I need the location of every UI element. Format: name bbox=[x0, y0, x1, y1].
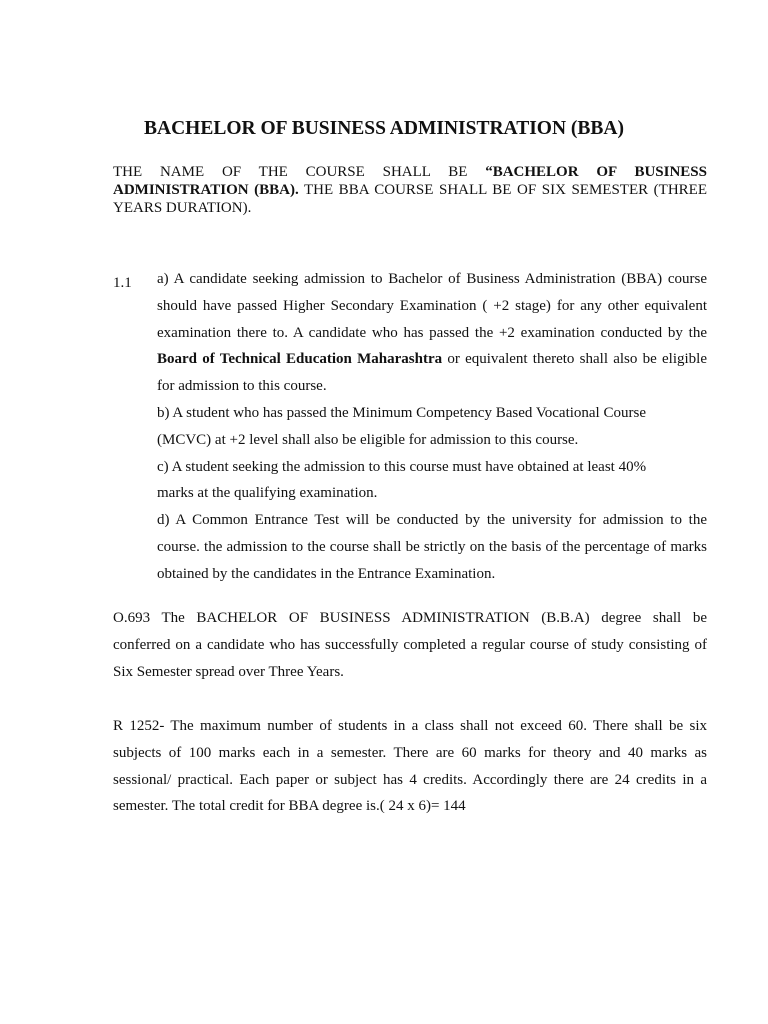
section-1-1-body bbox=[157, 266, 707, 588]
intro-line-1 bbox=[113, 163, 707, 181]
r1252-line-2: subjects of 100 marks each in a semester. There are 60 marks for theory and 40 marks as bbox=[113, 744, 707, 761]
r1252-line-4: semester. The total credit for BBA degree is.( 24 x 6)= 144 bbox=[113, 798, 466, 815]
intro-line-1-bold: “BACHELOR OF BUSINESS bbox=[485, 164, 707, 180]
clause-d-line-3: obtained by the candidates in the Entrance Examination. bbox=[157, 565, 496, 582]
clause-a-line-5: for admission to this course. bbox=[157, 378, 327, 395]
o693-line-3: Six Semester spread over Three Years. bbox=[113, 663, 344, 680]
clause-d-line-1: d) A Common Entrance Test will be conducted by the university for admission to the bbox=[157, 512, 707, 529]
clause-a-line-1: a) A candidate seeking admission to Bachelor of Business Administration (BBA) course bbox=[157, 271, 707, 287]
clause-c-line-2: marks at the qualifying examination. bbox=[157, 485, 378, 502]
clause-a-line-4-plain: or equivalent thereto shall also be eligible bbox=[442, 351, 707, 368]
clause-a-line-4 bbox=[157, 346, 707, 373]
ordinance-693-paragraph bbox=[113, 605, 707, 685]
clause-d-line-2: course. the admission to the course shall be strictly on the basis of the percentage of marks bbox=[157, 538, 707, 555]
intro-line-3: YEARS DURATION). bbox=[113, 200, 252, 216]
intro-line-2-plain: THE BBA COURSE SHALL BE OF SIX SEMESTER (THREE bbox=[298, 182, 707, 198]
intro-line-1-plain: THE NAME OF THE COURSE SHALL BE bbox=[113, 164, 486, 180]
intro-line-2 bbox=[113, 181, 707, 199]
clause-b-line-1: b) A student who has passed the Minimum Competency Based Vocational Course bbox=[157, 404, 646, 421]
clause-c-line-1: c) A student seeking the admission to this course must have obtained at least 40% bbox=[157, 458, 647, 475]
clause-a-line-2: should have passed Higher Secondary Examination ( +2 stage) for any other equivalent bbox=[157, 297, 707, 314]
clause-a-line-3: examination there to. A candidate who has passed the +2 examination conducted by the bbox=[157, 324, 707, 341]
r1252-line-3: sessional/ practical. Each paper or subject has 4 credits. Accordingly there are 24 credits in a bbox=[113, 771, 707, 788]
regulation-1252-paragraph bbox=[113, 713, 707, 820]
section-number: 1.1 bbox=[113, 275, 132, 291]
r1252-line-1: R 1252- The maximum number of students in a class shall not exceed 60. There shall be six bbox=[113, 718, 707, 734]
clause-b-line-2: (MCVC) at +2 level shall also be eligible for admission to this course. bbox=[157, 431, 579, 448]
o693-line-2: conferred on a candidate who has successfully completed a regular course of study consisting of bbox=[113, 636, 707, 653]
intro-line-2-bold: ADMINISTRATION (BBA). bbox=[113, 182, 299, 198]
course-name-paragraph bbox=[113, 163, 707, 217]
document-title: BACHELOR OF BUSINESS ADMINISTRATION (BBA) bbox=[143, 118, 624, 139]
o693-line-1: O.693 The BACHELOR OF BUSINESS ADMINISTRATION (B.B.A) degree shall be bbox=[113, 610, 707, 626]
clause-a-board-name: Board of Technical Education Maharashtra bbox=[157, 351, 443, 368]
